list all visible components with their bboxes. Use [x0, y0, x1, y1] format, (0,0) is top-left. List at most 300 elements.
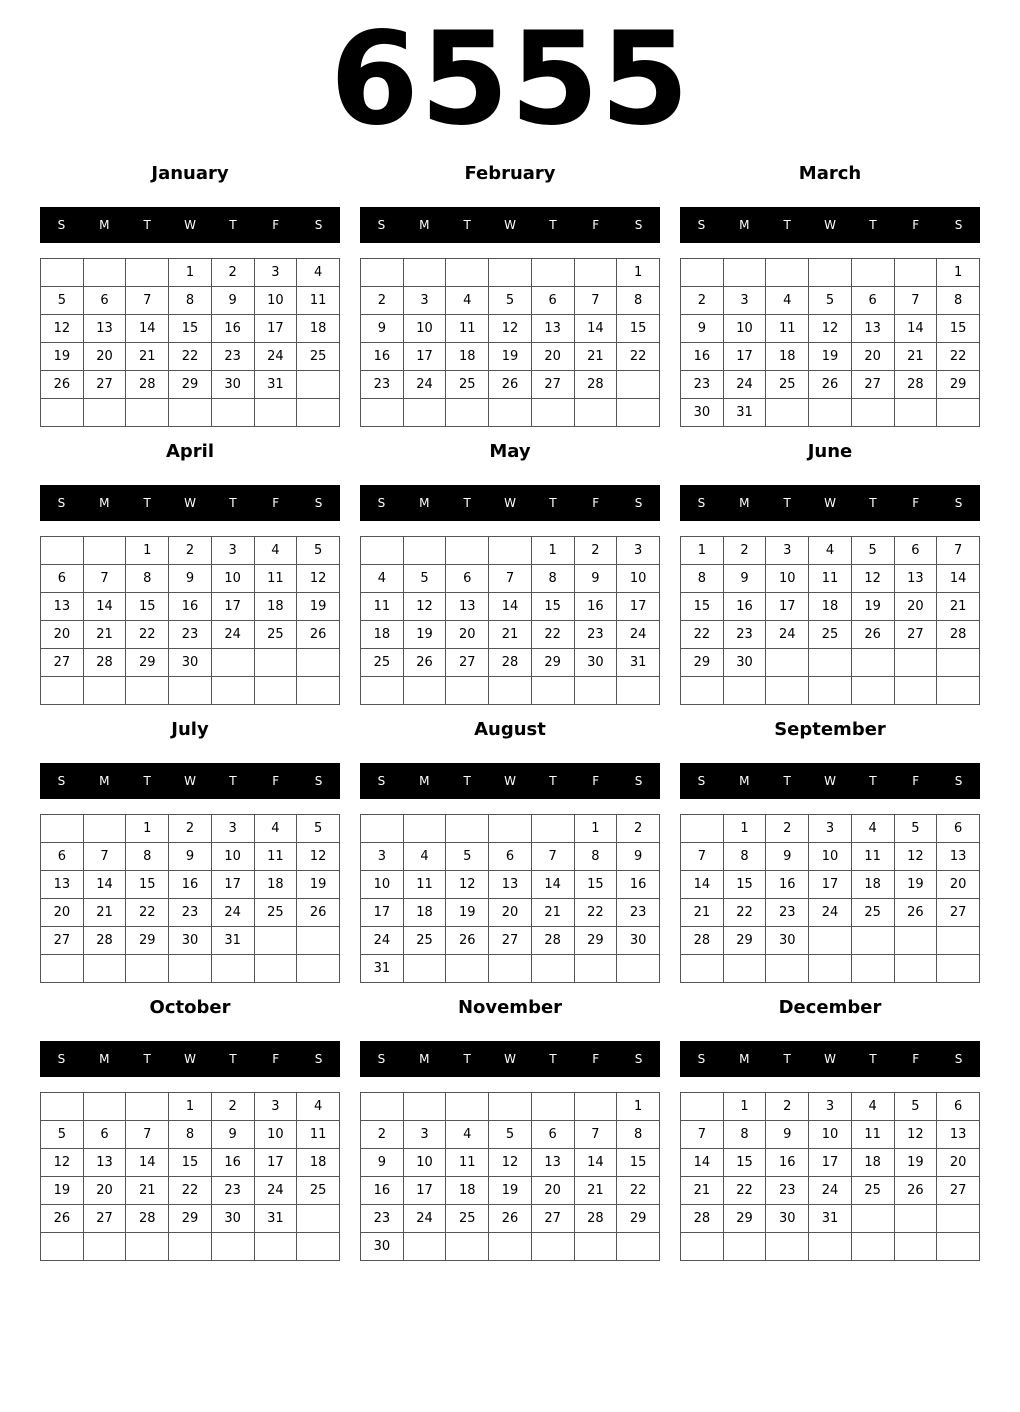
day-cell	[446, 955, 489, 983]
day-cell: 30	[169, 649, 212, 677]
day-cell	[574, 677, 617, 705]
day-cell: 31	[211, 927, 254, 955]
day-cell: 7	[83, 843, 126, 871]
day-cell: 8	[937, 287, 980, 315]
day-cell	[723, 259, 766, 287]
day-cell: 20	[531, 1177, 574, 1205]
weekday-label: S	[377, 774, 386, 788]
day-cell: 25	[254, 899, 297, 927]
day-cell: 19	[489, 343, 532, 371]
month-name: December	[778, 997, 882, 1018]
day-cell: 3	[766, 537, 809, 565]
weekday-label: F	[592, 218, 600, 232]
day-cell	[254, 1233, 297, 1261]
day-cell: 16	[211, 315, 254, 343]
day-cell: 19	[894, 1149, 937, 1177]
day-cell: 17	[254, 1149, 297, 1177]
week-row	[681, 1177, 980, 1205]
day-cell: 4	[297, 1093, 340, 1121]
day-cell	[489, 955, 532, 983]
day-cell: 16	[766, 871, 809, 899]
week-row	[361, 315, 660, 343]
day-cell: 20	[851, 343, 894, 371]
day-cell: 13	[83, 315, 126, 343]
day-cell	[851, 259, 894, 287]
day-cell: 26	[403, 649, 446, 677]
day-cell: 15	[723, 1149, 766, 1177]
day-cell	[83, 815, 126, 843]
weekday-label: M	[99, 218, 110, 232]
day-grid	[360, 814, 660, 983]
day-cell: 2	[617, 815, 660, 843]
month-name: November	[457, 997, 563, 1018]
week-row	[681, 1121, 980, 1149]
day-cell: 21	[83, 899, 126, 927]
day-cell	[361, 1093, 404, 1121]
day-cell: 1	[937, 259, 980, 287]
weekday-label: S	[697, 218, 706, 232]
day-cell	[617, 371, 660, 399]
day-cell	[489, 399, 532, 427]
day-cell: 6	[83, 1121, 126, 1149]
day-cell: 13	[531, 1149, 574, 1177]
day-cell: 31	[254, 371, 297, 399]
day-cell: 21	[489, 621, 532, 649]
week-row	[41, 565, 340, 593]
day-cell: 2	[169, 815, 212, 843]
week-row	[681, 843, 980, 871]
day-cell	[894, 677, 937, 705]
day-cell: 28	[126, 1205, 169, 1233]
day-cell: 11	[446, 1149, 489, 1177]
day-cell: 29	[126, 927, 169, 955]
week-row	[361, 1149, 660, 1177]
day-cell	[297, 649, 340, 677]
week-row	[41, 677, 340, 705]
day-cell	[446, 677, 489, 705]
day-cell: 27	[851, 371, 894, 399]
day-cell	[297, 1233, 340, 1261]
day-cell: 12	[446, 871, 489, 899]
day-cell: 13	[851, 315, 894, 343]
day-cell: 30	[169, 927, 212, 955]
day-cell	[83, 399, 126, 427]
weekday-label: W	[824, 218, 836, 232]
day-cell	[169, 1233, 212, 1261]
month-name: February	[464, 163, 556, 184]
day-cell: 5	[297, 815, 340, 843]
day-cell	[681, 1233, 724, 1261]
day-cell: 18	[297, 1149, 340, 1177]
day-cell: 3	[361, 843, 404, 871]
day-cell: 8	[126, 843, 169, 871]
day-cell: 16	[766, 1149, 809, 1177]
day-cell: 23	[211, 1177, 254, 1205]
week-row	[361, 843, 660, 871]
day-cell: 24	[403, 1205, 446, 1233]
weekday-header	[360, 207, 660, 243]
day-cell: 26	[894, 899, 937, 927]
day-cell: 26	[41, 1205, 84, 1233]
day-cell: 11	[254, 843, 297, 871]
day-cell: 11	[297, 287, 340, 315]
week-row	[361, 871, 660, 899]
day-cell: 5	[446, 843, 489, 871]
day-cell: 13	[937, 843, 980, 871]
day-cell: 20	[937, 871, 980, 899]
day-cell	[489, 259, 532, 287]
day-cell	[531, 1233, 574, 1261]
day-cell	[254, 399, 297, 427]
day-cell: 26	[851, 621, 894, 649]
day-cell: 4	[297, 259, 340, 287]
weekday-label: T	[869, 218, 877, 232]
week-row	[361, 1121, 660, 1149]
weekday-label: W	[184, 496, 196, 510]
day-cell: 10	[809, 843, 852, 871]
day-cell	[361, 399, 404, 427]
day-cell: 17	[809, 1149, 852, 1177]
day-cell: 18	[809, 593, 852, 621]
day-cell: 12	[489, 315, 532, 343]
day-cell	[489, 1233, 532, 1261]
day-cell: 4	[254, 537, 297, 565]
day-cell: 10	[723, 315, 766, 343]
day-cell: 14	[574, 315, 617, 343]
day-cell: 20	[83, 1177, 126, 1205]
day-cell	[41, 1233, 84, 1261]
day-cell	[574, 1233, 617, 1261]
week-row	[681, 1149, 980, 1177]
day-cell	[531, 1093, 574, 1121]
day-cell: 10	[254, 287, 297, 315]
weekday-label: S	[697, 774, 706, 788]
day-cell: 17	[403, 343, 446, 371]
day-cell: 13	[531, 315, 574, 343]
day-cell	[446, 1093, 489, 1121]
week-row	[41, 621, 340, 649]
weekday-label: S	[314, 218, 323, 232]
day-cell: 13	[446, 593, 489, 621]
week-row	[41, 1233, 340, 1261]
weekday-label: W	[504, 774, 516, 788]
day-cell: 10	[617, 565, 660, 593]
weekday-label: W	[824, 496, 836, 510]
day-cell: 30	[574, 649, 617, 677]
weekday-label: M	[739, 774, 750, 788]
weekday-label: S	[634, 1052, 643, 1066]
day-cell: 15	[531, 593, 574, 621]
week-row	[361, 621, 660, 649]
weekday-header	[680, 763, 980, 799]
day-cell	[574, 259, 617, 287]
day-cell: 3	[723, 287, 766, 315]
day-cell: 15	[617, 315, 660, 343]
day-cell: 17	[403, 1177, 446, 1205]
day-cell: 9	[723, 565, 766, 593]
day-cell: 12	[297, 843, 340, 871]
day-cell	[83, 259, 126, 287]
day-cell: 12	[489, 1149, 532, 1177]
day-cell: 24	[766, 621, 809, 649]
week-row	[681, 537, 980, 565]
day-grid	[680, 1092, 980, 1261]
week-row	[681, 1233, 980, 1261]
week-row	[681, 371, 980, 399]
day-cell: 4	[403, 843, 446, 871]
day-cell: 26	[446, 927, 489, 955]
weekday-label: W	[184, 218, 196, 232]
day-grid	[40, 814, 340, 983]
day-cell: 21	[126, 1177, 169, 1205]
weekday-header	[40, 485, 340, 521]
day-cell: 24	[617, 621, 660, 649]
day-cell: 2	[169, 537, 212, 565]
day-cell	[681, 259, 724, 287]
day-cell	[851, 927, 894, 955]
day-cell: 6	[894, 537, 937, 565]
day-cell: 15	[937, 315, 980, 343]
week-row	[361, 815, 660, 843]
day-cell: 5	[851, 537, 894, 565]
day-cell: 28	[489, 649, 532, 677]
day-cell: 14	[83, 593, 126, 621]
weekday-label: S	[57, 1052, 66, 1066]
day-cell: 12	[403, 593, 446, 621]
week-row	[681, 899, 980, 927]
week-row	[681, 593, 980, 621]
day-cell: 6	[937, 1093, 980, 1121]
day-cell: 19	[446, 899, 489, 927]
day-cell: 19	[894, 871, 937, 899]
day-cell: 31	[254, 1205, 297, 1233]
day-cell: 23	[617, 899, 660, 927]
month-name: March	[798, 163, 862, 184]
day-cell: 16	[574, 593, 617, 621]
weekday-label: T	[549, 218, 557, 232]
weekday-label: T	[143, 1052, 151, 1066]
week-row	[681, 1093, 980, 1121]
week-row	[41, 371, 340, 399]
day-cell: 1	[126, 537, 169, 565]
weekday-label: M	[419, 774, 430, 788]
weekday-label: S	[57, 218, 66, 232]
weekday-label: F	[912, 218, 920, 232]
day-cell: 13	[894, 565, 937, 593]
day-grid	[40, 1092, 340, 1261]
weekday-label: S	[634, 496, 643, 510]
week-row	[361, 537, 660, 565]
week-row	[41, 315, 340, 343]
day-cell: 29	[937, 371, 980, 399]
weekday-label: T	[869, 774, 877, 788]
week-row	[681, 343, 980, 371]
day-cell: 11	[809, 565, 852, 593]
day-cell: 22	[937, 343, 980, 371]
day-cell: 29	[574, 927, 617, 955]
weekday-header	[40, 1041, 340, 1077]
day-cell	[41, 259, 84, 287]
day-cell: 11	[446, 315, 489, 343]
day-cell	[894, 927, 937, 955]
day-cell: 21	[937, 593, 980, 621]
weekday-label: M	[99, 774, 110, 788]
day-cell	[446, 1233, 489, 1261]
day-cell: 10	[211, 565, 254, 593]
day-cell: 15	[723, 871, 766, 899]
day-cell: 25	[446, 1205, 489, 1233]
week-row	[361, 259, 660, 287]
day-cell	[446, 259, 489, 287]
week-row	[41, 259, 340, 287]
day-cell	[894, 1205, 937, 1233]
day-cell	[531, 399, 574, 427]
day-cell: 8	[169, 1121, 212, 1149]
day-cell	[681, 955, 724, 983]
day-cell: 30	[361, 1233, 404, 1261]
day-cell: 27	[531, 371, 574, 399]
day-cell: 30	[681, 399, 724, 427]
day-cell	[574, 1093, 617, 1121]
week-row	[41, 1093, 340, 1121]
weekday-label: W	[184, 774, 196, 788]
day-cell: 27	[937, 1177, 980, 1205]
day-cell: 13	[41, 593, 84, 621]
day-cell: 11	[361, 593, 404, 621]
day-cell: 1	[723, 815, 766, 843]
day-cell	[489, 537, 532, 565]
day-cell	[723, 1233, 766, 1261]
day-cell	[489, 815, 532, 843]
day-cell: 7	[894, 287, 937, 315]
day-cell	[723, 955, 766, 983]
week-row	[361, 955, 660, 983]
day-cell: 18	[403, 899, 446, 927]
day-cell: 30	[766, 927, 809, 955]
weekday-label: F	[272, 496, 280, 510]
weekday-label: T	[783, 218, 791, 232]
day-cell: 15	[574, 871, 617, 899]
day-cell: 7	[126, 1121, 169, 1149]
weekday-header	[680, 207, 980, 243]
day-cell: 7	[681, 843, 724, 871]
day-cell	[211, 649, 254, 677]
month-name: July	[171, 719, 209, 740]
weekday-label: F	[912, 496, 920, 510]
day-cell: 26	[41, 371, 84, 399]
weekday-label: T	[229, 218, 237, 232]
week-row	[41, 593, 340, 621]
day-cell: 9	[169, 843, 212, 871]
day-cell: 1	[723, 1093, 766, 1121]
day-cell: 8	[723, 1121, 766, 1149]
day-cell	[809, 649, 852, 677]
weekday-header	[360, 763, 660, 799]
month-name: August	[474, 719, 546, 740]
day-cell: 29	[617, 1205, 660, 1233]
day-cell: 5	[297, 537, 340, 565]
day-cell: 20	[937, 1149, 980, 1177]
day-cell: 14	[681, 871, 724, 899]
month-name: October	[149, 997, 231, 1018]
day-cell: 18	[297, 315, 340, 343]
weekday-label: M	[739, 496, 750, 510]
day-cell: 31	[617, 649, 660, 677]
day-cell	[297, 399, 340, 427]
week-row	[361, 677, 660, 705]
day-cell: 7	[83, 565, 126, 593]
weekday-label: S	[314, 774, 323, 788]
day-cell: 21	[574, 1177, 617, 1205]
day-cell: 23	[361, 1205, 404, 1233]
weekday-label: W	[504, 1052, 516, 1066]
day-cell: 13	[489, 871, 532, 899]
week-row	[361, 593, 660, 621]
day-cell: 15	[169, 315, 212, 343]
day-cell: 30	[723, 649, 766, 677]
week-row	[681, 315, 980, 343]
day-cell	[83, 1093, 126, 1121]
weekday-label: T	[783, 774, 791, 788]
day-cell: 5	[894, 815, 937, 843]
week-row	[41, 871, 340, 899]
day-cell	[126, 1233, 169, 1261]
day-cell: 12	[894, 1121, 937, 1149]
day-cell: 7	[126, 287, 169, 315]
day-cell: 28	[574, 371, 617, 399]
weekday-label: S	[377, 496, 386, 510]
day-cell: 21	[83, 621, 126, 649]
day-cell: 14	[894, 315, 937, 343]
day-cell	[41, 815, 84, 843]
day-cell	[617, 677, 660, 705]
day-cell	[169, 399, 212, 427]
day-cell	[937, 399, 980, 427]
day-cell: 18	[851, 1149, 894, 1177]
day-cell: 20	[489, 899, 532, 927]
day-cell: 5	[489, 287, 532, 315]
day-cell: 25	[297, 343, 340, 371]
day-cell	[83, 1233, 126, 1261]
day-cell: 26	[297, 899, 340, 927]
day-cell	[574, 399, 617, 427]
weekday-label: T	[549, 774, 557, 788]
weekday-label: T	[463, 218, 471, 232]
month-name: June	[807, 441, 853, 462]
day-cell	[297, 677, 340, 705]
weekday-label: M	[739, 218, 750, 232]
week-row	[681, 649, 980, 677]
weekday-header	[360, 485, 660, 521]
day-cell: 22	[723, 899, 766, 927]
weekday-label: F	[272, 774, 280, 788]
day-cell: 8	[574, 843, 617, 871]
day-cell	[894, 955, 937, 983]
day-cell	[126, 677, 169, 705]
week-row	[361, 1205, 660, 1233]
day-cell: 6	[41, 565, 84, 593]
day-cell	[723, 677, 766, 705]
day-cell: 9	[766, 843, 809, 871]
day-cell: 31	[723, 399, 766, 427]
day-cell: 10	[809, 1121, 852, 1149]
day-cell	[937, 955, 980, 983]
day-cell: 8	[617, 1121, 660, 1149]
weekday-label: T	[549, 496, 557, 510]
day-cell	[766, 259, 809, 287]
day-cell: 30	[211, 1205, 254, 1233]
day-cell: 28	[126, 371, 169, 399]
